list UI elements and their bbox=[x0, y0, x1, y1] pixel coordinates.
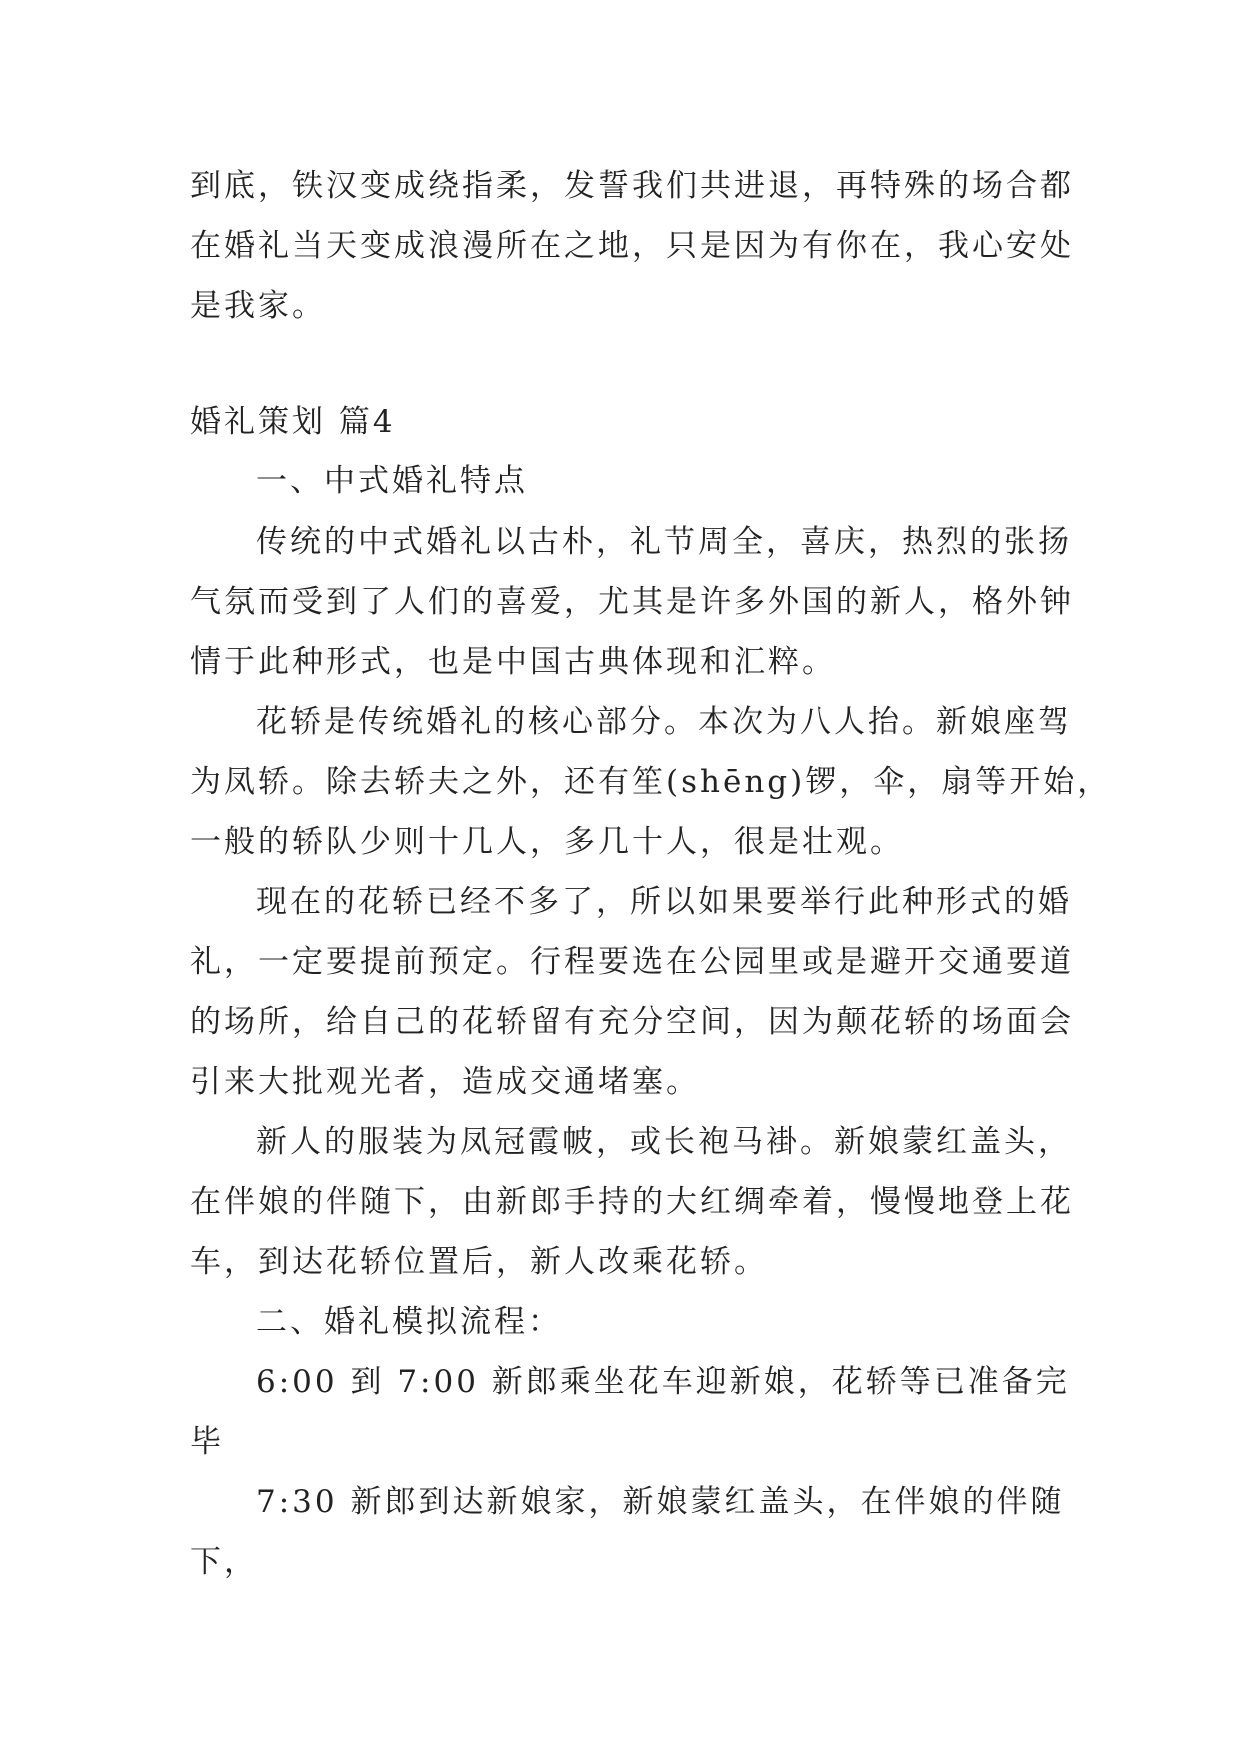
paragraph-line: 的场所，给自己的花轿留有充分空间，因为颠花轿的场面会 bbox=[190, 1004, 1074, 1040]
paragraph-line: 在伴娘的伴随下，由新郎手持的大红绸牵着，慢慢地登上花 bbox=[190, 1184, 1074, 1220]
paragraph-line: 新人的服装为凤冠霞帔，或长袍马褂。新娘蒙红盖头， bbox=[256, 1124, 1072, 1160]
paragraph-line: 现在的花轿已经不多了，所以如果要举行此种形式的婚 bbox=[256, 884, 1072, 920]
subsection-heading: 二、婚礼模拟流程： bbox=[256, 1304, 562, 1340]
schedule-line: 毕 bbox=[190, 1424, 224, 1460]
paragraph-line: 引来大批观光者，造成交通堵塞。 bbox=[190, 1064, 700, 1100]
paragraph-line: 为凤轿。除去轿夫之外，还有笙(shēng)锣，伞，扇等开始， bbox=[190, 764, 1112, 800]
paragraph-line: 气氛而受到了人们的喜爱，尤其是许多外国的新人，格外钟 bbox=[190, 584, 1074, 620]
paragraph-line: 一般的轿队少则十几人，多几十人，很是壮观。 bbox=[190, 824, 904, 860]
paragraph-line: 情于此种形式，也是中国古典体现和汇粹。 bbox=[190, 644, 836, 680]
paragraph-line: 车，到达花轿位置后，新人改乘花轿。 bbox=[190, 1244, 768, 1280]
paragraph-line: 是我家。 bbox=[190, 288, 326, 324]
section-heading: 婚礼策划 篇4 bbox=[190, 404, 396, 440]
schedule-line: 6:00 到 7:00 新郎乘坐花车迎新娘，花轿等已准备完 bbox=[256, 1364, 1070, 1400]
schedule-line: 下， bbox=[190, 1544, 258, 1580]
paragraph-line: 在婚礼当天变成浪漫所在之地，只是因为有你在，我心安处 bbox=[190, 228, 1074, 264]
paragraph-line: 到底，铁汉变成绕指柔，发誓我们共进退，再特殊的场合都 bbox=[190, 168, 1074, 204]
subsection-heading: 一、中式婚礼特点 bbox=[256, 463, 528, 499]
paragraph-line: 传统的中式婚礼以古朴，礼节周全，喜庆，热烈的张扬 bbox=[256, 524, 1072, 560]
schedule-line: 7:30 新郎到达新娘家，新娘蒙红盖头，在伴娘的伴随 bbox=[256, 1484, 1065, 1520]
paragraph-line: 礼，一定要提前预定。行程要选在公园里或是避开交通要道 bbox=[190, 944, 1074, 980]
paragraph-line: 花轿是传统婚礼的核心部分。本次为八人抬。新娘座驾 bbox=[256, 704, 1072, 740]
